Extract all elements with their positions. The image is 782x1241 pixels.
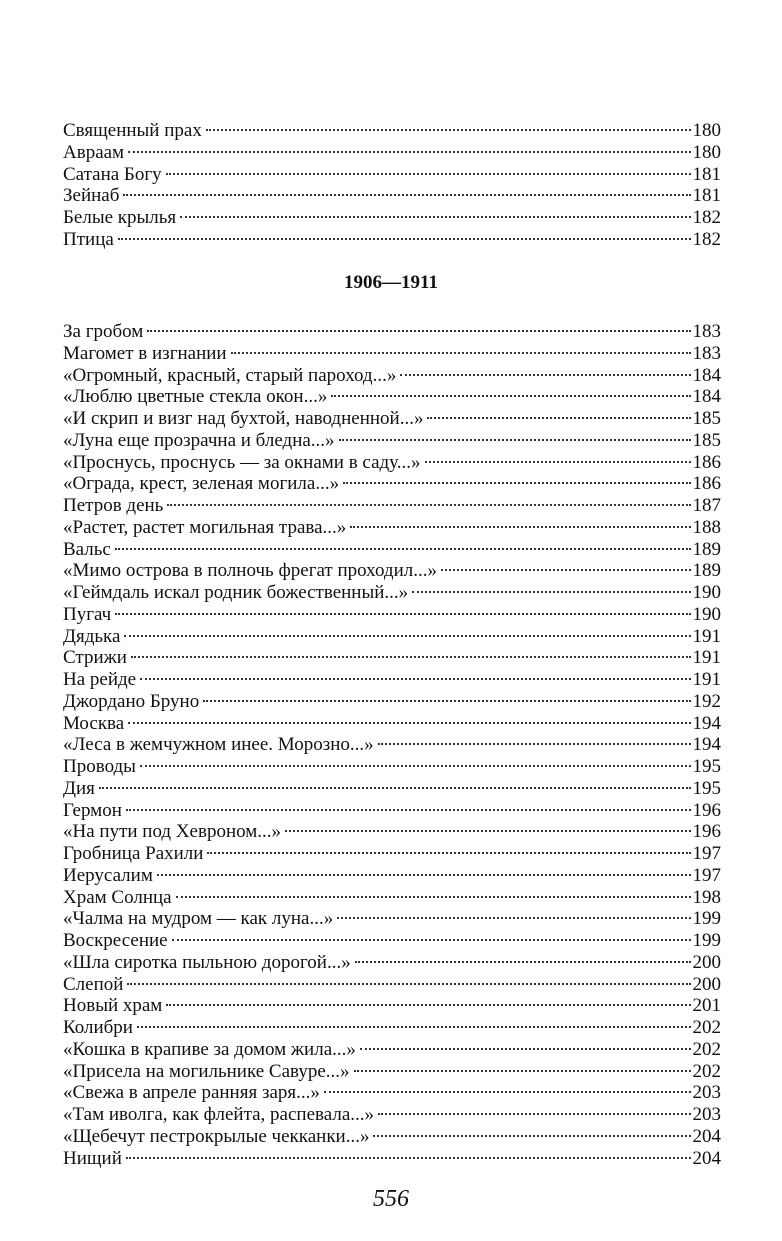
toc-entry — [63, 365, 721, 387]
dot-leader — [425, 460, 691, 463]
toc-entry-page: 197 — [692, 864, 721, 886]
toc-entry-page: 197 — [692, 843, 721, 864]
toc-entry-title: Дия — [63, 777, 95, 799]
toc-entry-title: Птица — [63, 228, 114, 250]
toc-entry-page: 191 — [692, 625, 721, 647]
toc-entry — [63, 952, 721, 974]
toc-entry-title: «Чалма на мудром — как луна...» — [63, 908, 334, 930]
toc-entry — [63, 778, 721, 800]
toc-entry-page: 186 — [692, 451, 721, 473]
toc-entry-title: «Щебечут пестрокрылые чекканки...» — [63, 1125, 370, 1147]
toc-entry-title: «Растет, растет могильная трава...» — [63, 516, 347, 538]
dot-leader — [343, 481, 690, 484]
dot-leader — [360, 1047, 691, 1050]
toc-entry-title: «Мимо острова в полночь фрегат проходил...» — [63, 560, 437, 582]
toc-entry — [63, 517, 721, 539]
toc-entry-page: 188 — [692, 516, 721, 538]
dot-leader — [128, 721, 690, 724]
dot-leader — [131, 655, 691, 658]
toc-entry — [63, 142, 721, 164]
dot-leader — [400, 373, 690, 376]
toc-entry-page: 202 — [692, 1060, 721, 1082]
toc-entry-page: 191 — [692, 647, 721, 669]
toc-entry-title: На рейде — [63, 669, 137, 690]
toc-entry-title: Слепой — [63, 973, 124, 995]
toc-entry-page: 187 — [692, 495, 721, 516]
toc-entry-title: Магомет в изгнании — [63, 342, 227, 364]
dot-leader — [166, 172, 691, 175]
toc-entry-title: Нищий — [63, 1147, 122, 1169]
toc-entry — [63, 734, 721, 756]
dot-leader — [128, 150, 690, 153]
toc-entry-title: Священный прах — [63, 120, 202, 141]
toc-entry-title: «Присела на могильнике Савуре...» — [63, 1060, 350, 1082]
toc-entry-title: Петров день — [63, 495, 164, 516]
toc-entry-title: «И скрип и визг над бухтой, наводненной...» — [63, 408, 424, 429]
toc-entry — [63, 164, 721, 186]
toc-entry-title: Вальс — [63, 538, 111, 560]
toc-entry — [63, 1082, 721, 1104]
dot-leader — [427, 416, 690, 419]
dot-leader — [339, 438, 691, 441]
dot-leader — [123, 193, 690, 196]
toc-entry — [63, 691, 721, 713]
dot-leader — [373, 1134, 690, 1137]
toc-entry-page: 180 — [692, 120, 721, 141]
toc-entry-page: 186 — [692, 473, 721, 495]
toc-entry — [63, 495, 721, 517]
toc-entry — [63, 713, 721, 735]
toc-entry — [63, 1061, 721, 1083]
toc-entry-page: 182 — [692, 228, 721, 250]
toc-entry — [63, 843, 721, 865]
toc-entry-page: 183 — [692, 342, 721, 364]
toc-entry-title: Белые крылья — [63, 207, 177, 228]
dot-leader — [206, 128, 691, 131]
dot-leader — [207, 851, 690, 854]
toc-entry-title: Джордано Бруно — [63, 690, 200, 712]
toc-entry-page: 194 — [692, 712, 721, 734]
toc-entry-title: Храм Солнца — [63, 886, 172, 908]
toc-entry-title: Гробница Рахили — [63, 843, 204, 864]
toc-entry-page: 196 — [692, 799, 721, 821]
toc-entry — [63, 343, 721, 365]
toc-entry-title: Проводы — [63, 756, 136, 777]
toc-entry — [63, 386, 721, 408]
toc-entry-title: Авраам — [63, 141, 125, 163]
dot-leader — [285, 829, 690, 832]
toc-entry — [63, 800, 721, 822]
dot-leader — [115, 612, 690, 615]
toc-entry — [63, 185, 721, 207]
toc-entry-page: 201 — [692, 995, 721, 1017]
toc-entry — [63, 452, 721, 474]
toc-entry-page: 183 — [692, 321, 721, 342]
toc-entry-page: 185 — [692, 429, 721, 451]
toc-entry-page: 189 — [692, 560, 721, 582]
toc-entry — [63, 229, 721, 251]
toc-entry-title: Иерусалим — [63, 864, 153, 886]
toc-entry-page: 190 — [692, 582, 721, 603]
dot-leader — [127, 982, 690, 985]
toc-entry-title: Москва — [63, 712, 125, 734]
toc-entry-page: 199 — [692, 908, 721, 930]
toc-entry-title: «Луна еще прозрачна и бледна...» — [63, 429, 335, 451]
dot-leader — [166, 1003, 690, 1006]
toc-entry-title: «Огромный, красный, старый пароход...» — [63, 364, 397, 386]
toc-entry-title: За гробом — [63, 321, 144, 342]
toc-entry-title: «Шла сиротка пыльною дорогой...» — [63, 951, 351, 973]
toc-entry-title: «Там иволга, как флейта, распевала...» — [63, 1104, 375, 1125]
toc-entry — [63, 430, 721, 452]
toc-entry — [63, 408, 721, 430]
toc-entry-page: 204 — [692, 1125, 721, 1147]
toc-entry-title: Новый храм — [63, 995, 163, 1017]
toc-entry — [63, 1104, 721, 1126]
dot-leader — [324, 1090, 691, 1093]
toc-entry-page: 181 — [692, 185, 721, 207]
toc-entry-page: 180 — [692, 141, 721, 163]
toc-entry-title: Пугач — [63, 603, 112, 625]
toc-entry — [63, 1017, 721, 1039]
dot-leader — [140, 764, 691, 767]
toc-entry-page: 192 — [692, 690, 721, 712]
toc-entry — [63, 604, 721, 626]
toc-entry-page: 203 — [692, 1104, 721, 1125]
toc-entry-page: 191 — [692, 669, 721, 690]
toc-entry-page: 194 — [692, 734, 721, 756]
toc-entry-page: 202 — [692, 1017, 721, 1038]
toc-entry — [63, 626, 721, 648]
toc-entry — [63, 560, 721, 582]
toc-entry — [63, 1126, 721, 1148]
dot-leader — [99, 786, 691, 789]
toc-entry-title: Воскресение — [63, 930, 168, 951]
toc-section-a — [63, 120, 721, 251]
dot-leader — [147, 329, 690, 332]
toc-entry-page: 185 — [692, 408, 721, 429]
dot-leader — [126, 808, 691, 811]
dot-leader — [203, 699, 690, 702]
toc-entry — [63, 473, 721, 495]
section-heading: 1906—1911 — [344, 272, 438, 293]
toc-entry-page: 200 — [692, 973, 721, 995]
toc-entry-page: 202 — [692, 1038, 721, 1060]
toc-entry — [63, 930, 721, 952]
toc-entry-page: 204 — [692, 1147, 721, 1169]
toc-entry-title: «Люблю цветные стекла окон...» — [63, 386, 328, 408]
dot-leader — [176, 895, 691, 898]
dot-leader — [412, 590, 690, 593]
toc-entry-page: 190 — [692, 603, 721, 625]
toc-entry — [63, 821, 721, 843]
toc-entry — [63, 582, 721, 604]
toc-entry-title: «Свежа в апреле ранняя заря...» — [63, 1082, 320, 1104]
toc-entry-title: Сатана Богу — [63, 163, 162, 185]
toc-entry-page: 195 — [692, 777, 721, 799]
toc-entry — [63, 974, 721, 996]
toc-entry-title: Дядька — [63, 625, 121, 647]
toc-entry-page: 184 — [692, 364, 721, 386]
dot-leader — [441, 568, 691, 571]
dot-leader — [172, 938, 691, 941]
toc-entry-title: «Ограда, крест, зеленая могила...» — [63, 473, 340, 495]
toc-entry-page: 189 — [692, 538, 721, 560]
toc-entry — [63, 539, 721, 561]
toc-entry — [63, 995, 721, 1017]
dot-leader — [337, 916, 690, 919]
toc-entry-page: 199 — [692, 930, 721, 951]
dot-leader — [331, 394, 690, 397]
toc-entry-page: 195 — [692, 756, 721, 777]
toc-entry — [63, 647, 721, 669]
dot-leader — [231, 351, 691, 354]
toc-entry — [63, 1039, 721, 1061]
toc-entry — [63, 865, 721, 887]
toc-section-b — [63, 321, 721, 1169]
dot-leader — [355, 960, 691, 963]
toc-entry-title: Гермон — [63, 799, 122, 821]
toc-entry-title: «Леса в жемчужном инее. Морозно...» — [63, 734, 374, 756]
toc-entry-page: 181 — [692, 163, 721, 185]
toc-entry-page: 200 — [692, 951, 721, 973]
toc-entry — [63, 908, 721, 930]
dot-leader — [378, 1112, 690, 1115]
page-number: 556 — [373, 1186, 409, 1212]
toc-entry-title: «Геймдаль искал родник божественный...» — [63, 582, 409, 603]
toc-entry — [63, 756, 721, 778]
toc-entry-title: Колибри — [63, 1017, 133, 1038]
dot-leader — [140, 677, 690, 680]
toc-entry-title: «Кошка в крапиве за домом жила...» — [63, 1038, 356, 1060]
toc-entry-page: 203 — [692, 1082, 721, 1104]
toc-entry — [63, 321, 721, 343]
dot-leader — [354, 1069, 691, 1072]
dot-leader — [137, 1025, 691, 1028]
dot-leader — [118, 237, 691, 240]
dot-leader — [124, 634, 690, 637]
dot-leader — [157, 873, 691, 876]
toc-entry — [63, 887, 721, 909]
dot-leader — [167, 503, 690, 506]
toc-entry-page: 182 — [692, 207, 721, 228]
toc-entry-title: «На пути под Хевроном...» — [63, 821, 282, 843]
toc-entry-title: «Проснусь, проснусь — за окнами в саду...» — [63, 451, 421, 473]
toc-entry — [63, 207, 721, 229]
toc-entry — [63, 1148, 721, 1170]
toc-entry-title: Стрижи — [63, 647, 127, 669]
dot-leader — [350, 525, 690, 528]
toc-entry — [63, 120, 721, 142]
dot-leader — [126, 1156, 691, 1159]
dot-leader — [180, 215, 690, 218]
toc-entry-page: 196 — [692, 821, 721, 843]
toc-entry-page: 198 — [692, 886, 721, 908]
dot-leader — [378, 742, 691, 745]
toc-entry-title: Зейнаб — [63, 185, 120, 207]
dot-leader — [115, 547, 691, 550]
toc-entry — [63, 669, 721, 691]
toc-entry-page: 184 — [692, 386, 721, 408]
